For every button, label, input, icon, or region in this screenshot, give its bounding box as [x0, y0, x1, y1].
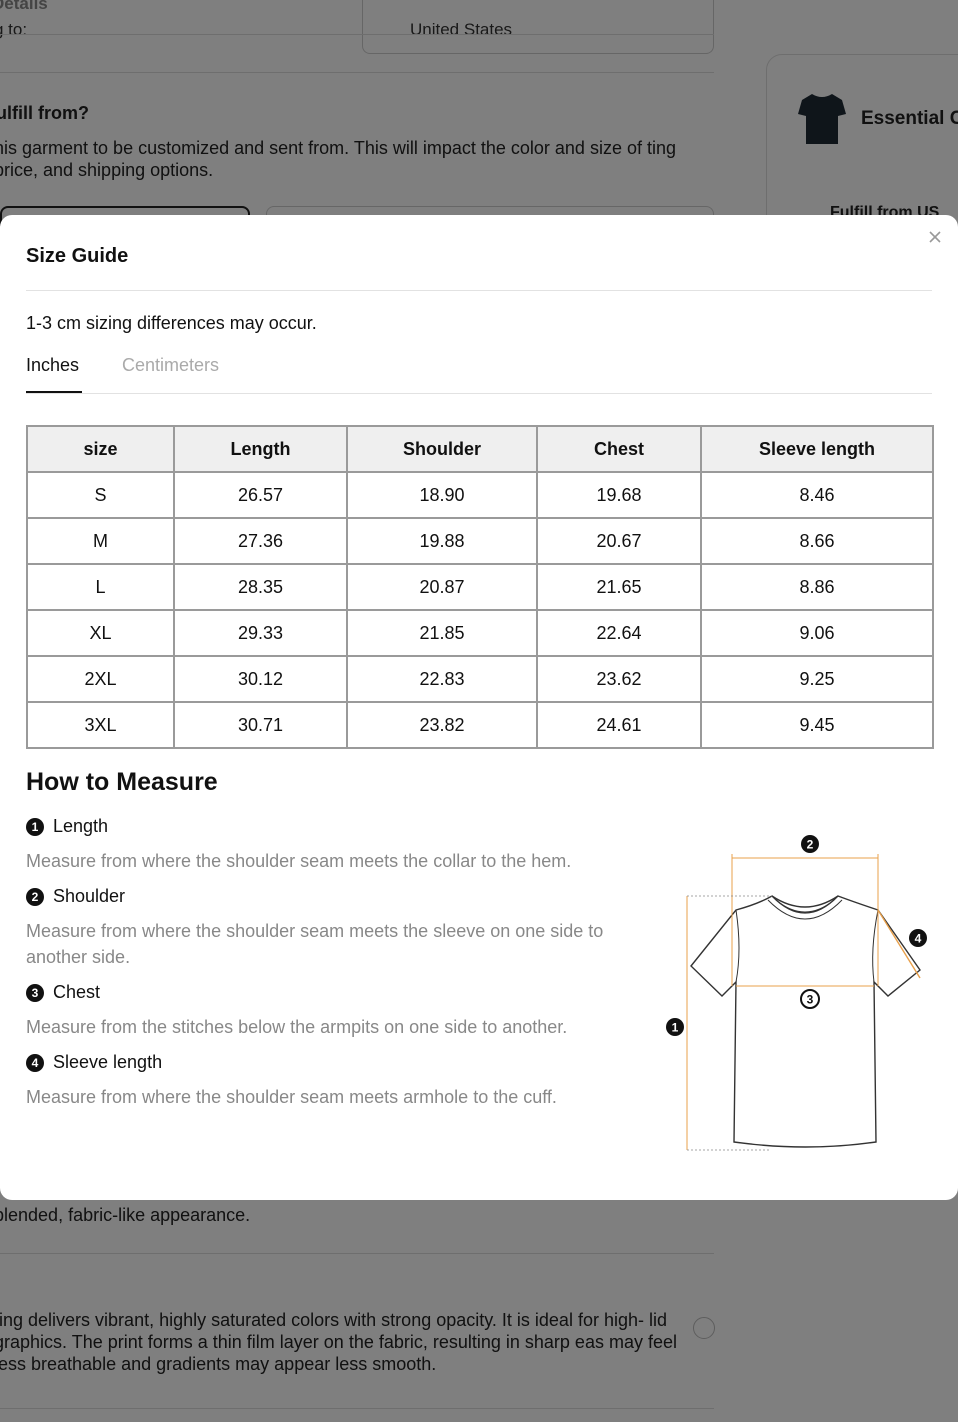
table-cell: 3XL: [27, 702, 174, 748]
measure-heading-sleeve-length: [26, 1052, 162, 1073]
measure-label: Sleeve length: [53, 1052, 163, 1072]
table-cell: 19.68: [537, 472, 701, 518]
close-icon[interactable]: [925, 227, 945, 247]
table-cell: XL: [27, 610, 174, 656]
tab-centimeters[interactable]: Centimeters: [122, 355, 220, 375]
measure-label: Shoulder: [53, 886, 126, 906]
table-cell: 26.57: [174, 472, 347, 518]
measure-heading-shoulder: [26, 886, 125, 907]
table-cell: 29.33: [174, 610, 347, 656]
table-cell: 30.12: [174, 656, 347, 702]
measure-description: Measure from where the shoulder seam meets armhole to the cuff.: [26, 1087, 557, 1107]
how-to-measure-title: How to Measure: [26, 768, 218, 796]
t-shirt-measurement-diagram: [660, 830, 935, 1160]
table-cell: 20.87: [347, 564, 537, 610]
tab-inches[interactable]: Inches: [26, 355, 80, 375]
table-header-row: [27, 426, 933, 472]
svg-text:1: 1: [671, 1020, 679, 1035]
divider: [26, 393, 932, 394]
table-cell: 8.66: [701, 518, 933, 564]
table-cell: L: [27, 564, 174, 610]
measure-label: Length: [53, 816, 109, 836]
measure-label: Chest: [53, 982, 101, 1002]
badge-2-icon: [801, 835, 819, 853]
number-4-icon: 4: [26, 1054, 44, 1072]
table-cell: 2XL: [27, 656, 174, 702]
table-row: [27, 564, 933, 610]
table-row: [27, 472, 933, 518]
table-cell: 9.25: [701, 656, 933, 702]
table-cell: 21.65: [537, 564, 701, 610]
measure-description: Measure from the stitches below the armpits on one side to another.: [26, 1017, 568, 1037]
badge-4-icon: [909, 929, 927, 947]
table-cell: 19.88: [347, 518, 537, 564]
number-1-icon: 1: [26, 818, 44, 836]
table-cell: 30.71: [174, 702, 347, 748]
measure-heading-length: [26, 816, 108, 837]
table-row: [27, 610, 933, 656]
svg-text:3: 3: [806, 992, 814, 1007]
size-table: [26, 425, 934, 749]
table-cell: M: [27, 518, 174, 564]
table-cell: 23.62: [537, 656, 701, 702]
header-shoulder: Shoulder: [347, 426, 537, 472]
table-cell: 23.82: [347, 702, 537, 748]
table-cell: 20.67: [537, 518, 701, 564]
table-cell: 9.06: [701, 610, 933, 656]
table-cell: 9.45: [701, 702, 933, 748]
table-cell: 27.36: [174, 518, 347, 564]
table-cell: 21.85: [347, 610, 537, 656]
header-length: Length: [174, 426, 347, 472]
table-cell: S: [27, 472, 174, 518]
table-cell: 22.64: [537, 610, 701, 656]
measure-description: Measure from where the shoulder seam meets the collar to the hem.: [26, 851, 572, 871]
measure-description: Measure from where the shoulder seam meets the sleeve on one side to another side.: [26, 921, 604, 967]
header-sleeve-length: Sleeve length: [701, 426, 933, 472]
modal-title: Size Guide: [26, 245, 129, 267]
badge-3-icon: [801, 990, 819, 1008]
table-cell: 8.86: [701, 564, 933, 610]
table-row: [27, 656, 933, 702]
header-chest: Chest: [537, 426, 701, 472]
svg-text:4: 4: [914, 931, 922, 946]
divider: [26, 290, 932, 291]
table-cell: 24.61: [537, 702, 701, 748]
table-cell: 8.46: [701, 472, 933, 518]
measure-heading-chest: [26, 982, 100, 1003]
header-size: size: [27, 426, 174, 472]
svg-text:2: 2: [806, 837, 814, 852]
table-cell: 18.90: [347, 472, 537, 518]
sizing-note: 1-3 cm sizing differences may occur.: [26, 313, 317, 333]
badge-1-icon: [666, 1018, 684, 1036]
number-3-icon: 3: [26, 984, 44, 1002]
table-cell: 22.83: [347, 656, 537, 702]
table-cell: 28.35: [174, 564, 347, 610]
table-row: [27, 702, 933, 748]
number-2-icon: 2: [26, 888, 44, 906]
table-row: [27, 518, 933, 564]
